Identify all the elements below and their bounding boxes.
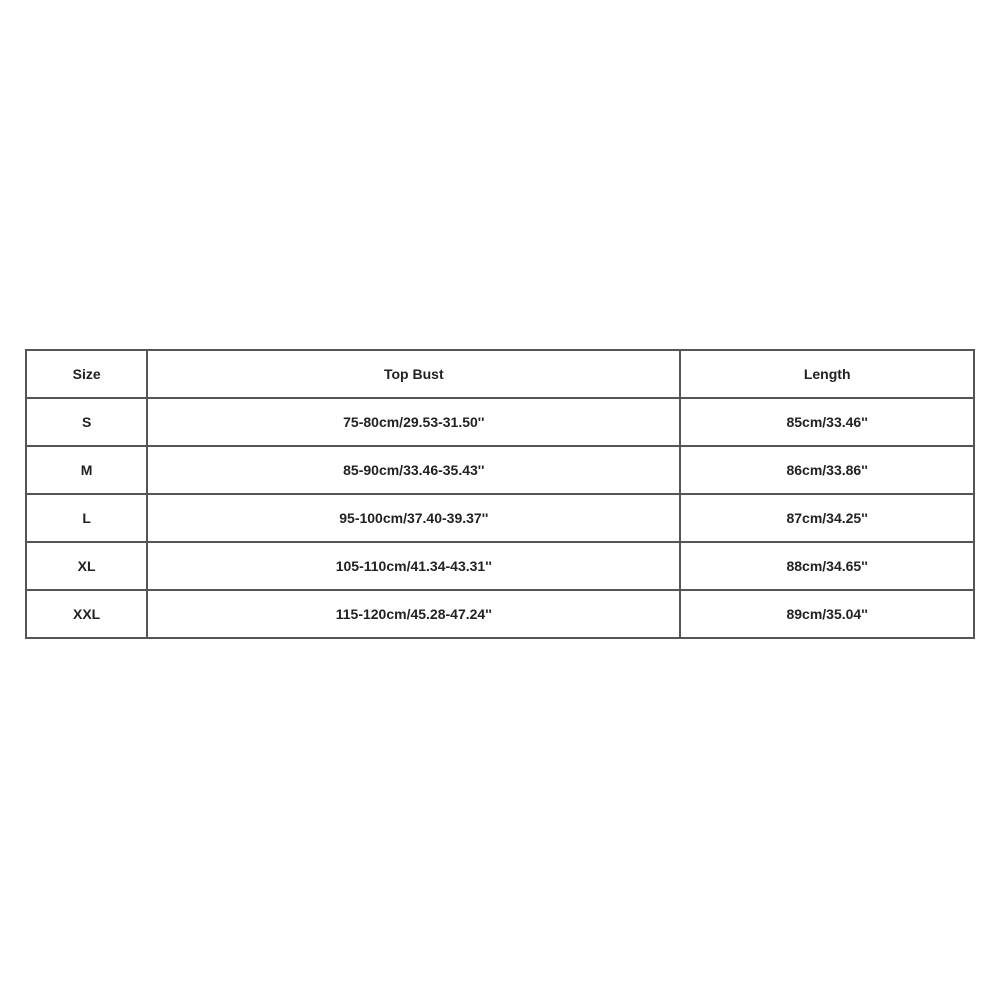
top-bust-cell: 75-80cm/29.53-31.50'' [147, 398, 680, 446]
top-bust-cell: 85-90cm/33.46-35.43'' [147, 446, 680, 494]
table-row [26, 494, 974, 542]
table-row [26, 398, 974, 446]
table-row [26, 590, 974, 638]
header-length: Length [680, 350, 974, 398]
size-cell: S [26, 398, 147, 446]
size-cell: XL [26, 542, 147, 590]
length-cell: 86cm/33.86'' [680, 446, 974, 494]
header-top-bust: Top Bust [147, 350, 680, 398]
size-cell: XXL [26, 590, 147, 638]
table-row [26, 542, 974, 590]
length-cell: 87cm/34.25'' [680, 494, 974, 542]
table-row [26, 446, 974, 494]
top-bust-cell: 105-110cm/41.34-43.31'' [147, 542, 680, 590]
header-row [26, 350, 974, 398]
length-cell: 89cm/35.04'' [680, 590, 974, 638]
size-chart-table [25, 349, 975, 639]
header-size: Size [26, 350, 147, 398]
size-cell: M [26, 446, 147, 494]
length-cell: 85cm/33.46'' [680, 398, 974, 446]
top-bust-cell: 115-120cm/45.28-47.24'' [147, 590, 680, 638]
length-cell: 88cm/34.65'' [680, 542, 974, 590]
top-bust-cell: 95-100cm/37.40-39.37'' [147, 494, 680, 542]
size-cell: L [26, 494, 147, 542]
